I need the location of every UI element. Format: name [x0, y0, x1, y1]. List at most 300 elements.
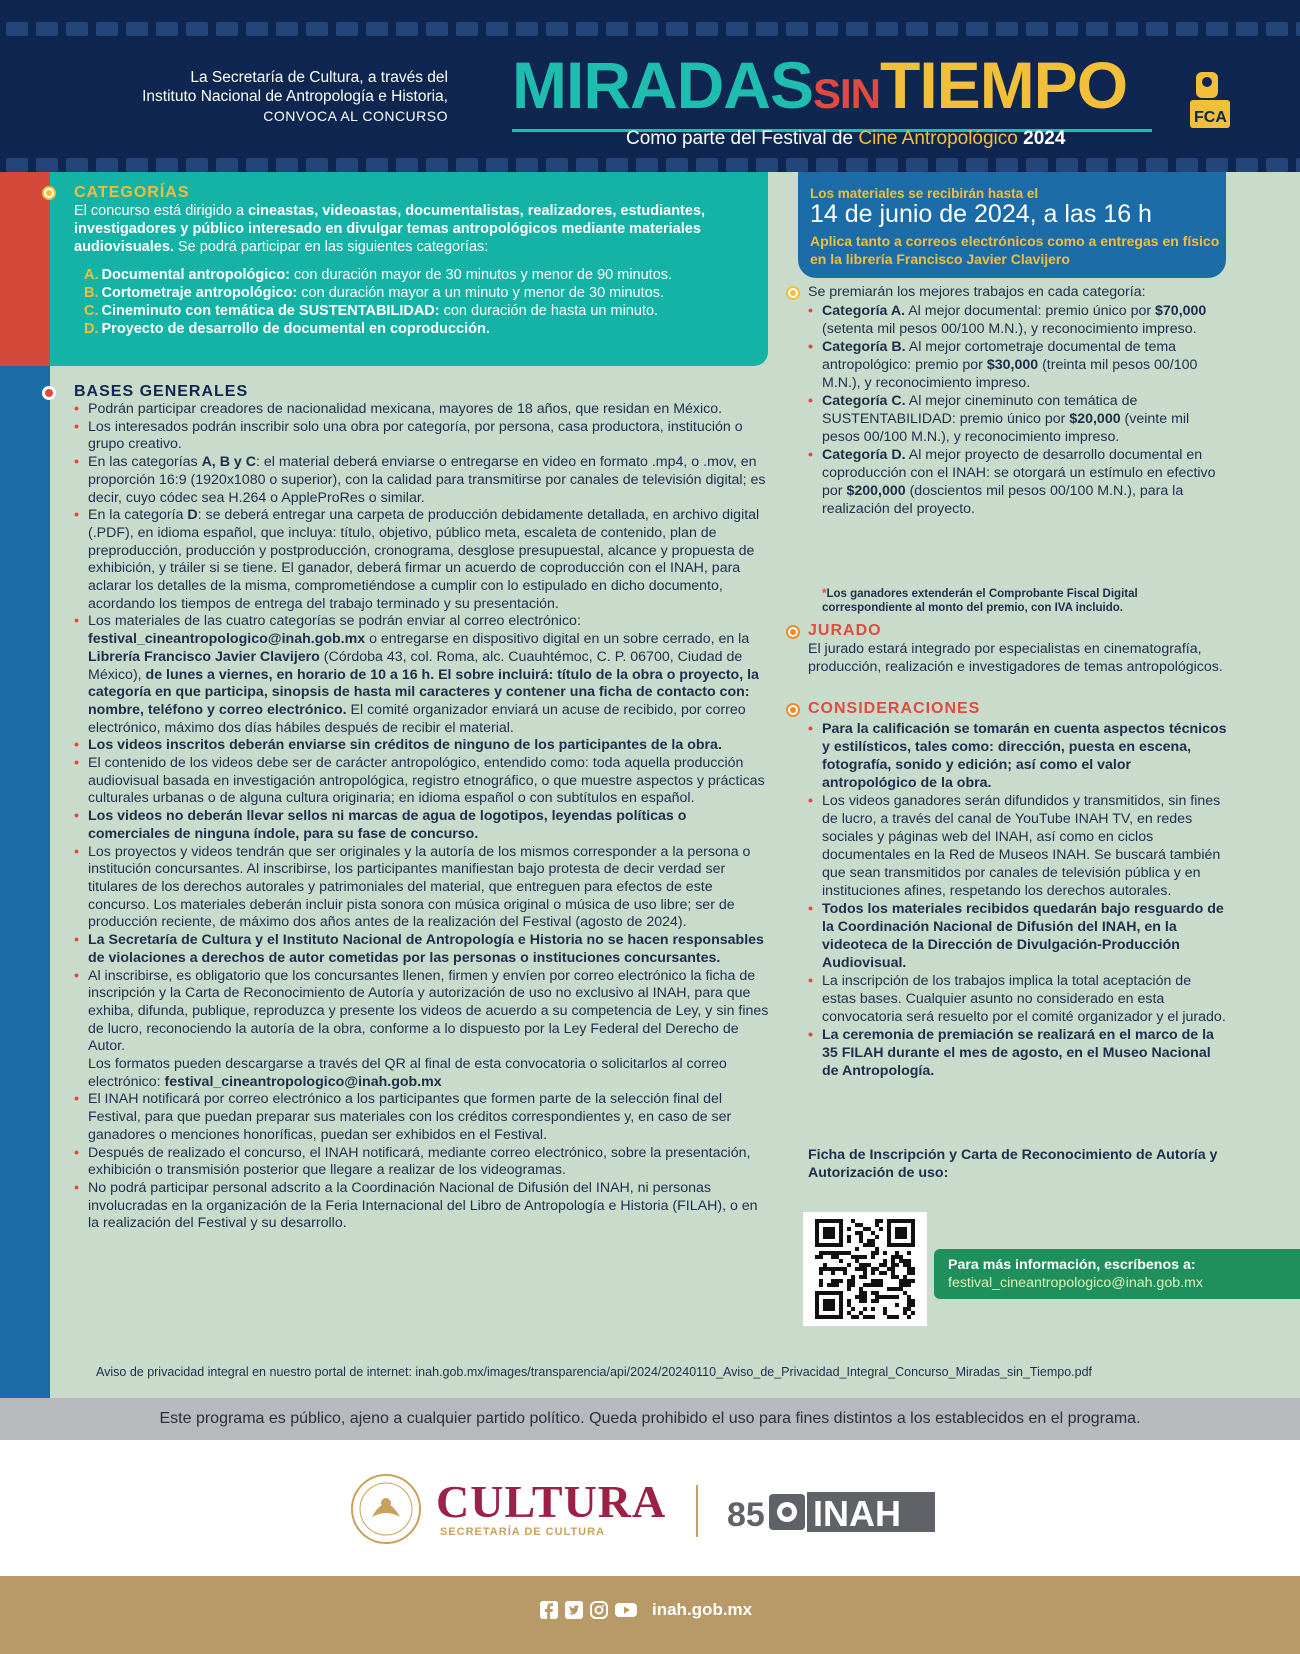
qr-module [851, 1283, 855, 1287]
qr-module [863, 1307, 867, 1311]
b4-bold: D [187, 507, 198, 524]
qr-module [859, 1223, 863, 1227]
award-item [808, 446, 1228, 518]
category-letter: C. [84, 303, 99, 319]
qr-module [883, 1307, 887, 1311]
qr-module [911, 1271, 915, 1275]
subtitle-highlight: Cine Antropológico [858, 128, 1018, 149]
qr-module [875, 1223, 879, 1227]
awards-note-text: Los ganadores extenderán el Comprobante Fiscal Digital correspondiente al monto del premio, con IVA incluido. [822, 588, 1138, 614]
categories-title: CATEGORÍAS [74, 184, 190, 201]
film-hole [1086, 158, 1108, 172]
org-line-1: La Secretaría de Cultura, a través del [190, 69, 448, 86]
twitter-icon[interactable] [565, 1601, 583, 1619]
qr-module [899, 1287, 903, 1291]
qr-module [907, 1259, 911, 1263]
qr-module [875, 1235, 879, 1239]
award-end: (veinte mil pesos 00/100 M.N.), y reconocimiento impreso. [822, 411, 1190, 445]
qr-module [903, 1311, 907, 1315]
qr-module [907, 1303, 911, 1307]
qr-module [875, 1283, 879, 1287]
qr-module [839, 1279, 843, 1283]
qr-module [907, 1267, 911, 1271]
qr-module [847, 1303, 851, 1307]
qr-module [891, 1263, 895, 1267]
qr-module [875, 1251, 879, 1255]
qr-module [855, 1315, 859, 1319]
qr-module [847, 1235, 851, 1239]
qr-module [827, 1267, 831, 1271]
award-amount: $20,000 [1069, 411, 1121, 427]
award-item [808, 302, 1228, 338]
qr-module [863, 1263, 867, 1267]
film-hole [1176, 158, 1198, 172]
forms-email-link[interactable]: festival_cineantropologico@inah.gob.mx [164, 1073, 442, 1090]
qr-module [879, 1283, 883, 1287]
b8-bold: Los videos no deberán llevar sellos ni marcas de agua de logotipos, leyendas políticas o comerciales de ninguna índole, para su fase de concurso. [88, 808, 687, 842]
registration-form-label: Ficha de Inscripción y Carta de Reconocimiento de Autoría y Autorización de uso: [808, 1147, 1218, 1181]
deadline-note: Aplica tanto a correos electrónicos como a entregas en físico en la librería Francisco Javier Clavijero [810, 233, 1220, 267]
subtitle-year: 2024 [1017, 128, 1066, 149]
qr-code-icon[interactable] [803, 1212, 927, 1326]
consideration-item [808, 900, 1228, 972]
award-text: Al mejor documental: premio único por [905, 303, 1156, 319]
disclaimer-band: Este programa es público, ajeno a cualquier partido político. Queda prohibido el uso para fines distintos a los establecidos en el programa. [0, 1398, 1300, 1440]
header-banner [0, 0, 1300, 172]
qr-module [875, 1291, 879, 1295]
website-link[interactable]: inah.gob.mx [652, 1600, 753, 1619]
qr-module [891, 1287, 895, 1291]
film-hole [726, 22, 748, 36]
film-hole [936, 22, 958, 36]
inah-logo-icon [727, 1488, 935, 1534]
qr-module [867, 1239, 871, 1243]
b4-pre: En la categoría [88, 507, 188, 524]
title-sin: SIN [813, 70, 881, 117]
b11b-pre: Los formatos pueden descargarse a través del QR al final de esta convocatoria o solicitarlos al correo electrónico: [88, 1056, 727, 1090]
film-hole [1296, 158, 1300, 172]
film-hole [456, 158, 478, 172]
film-hole [876, 22, 898, 36]
qr-module [823, 1267, 827, 1271]
film-hole [36, 158, 58, 172]
qr-module [899, 1283, 903, 1287]
film-hole [156, 158, 178, 172]
film-hole [126, 22, 148, 36]
qr-module [887, 1267, 891, 1271]
qr-module [835, 1283, 839, 1287]
svg-text:FCA: FCA [1194, 109, 1227, 126]
film-hole [306, 158, 328, 172]
qr-module [859, 1295, 863, 1299]
qr-module [895, 1303, 899, 1307]
bases-item: • Podrán participar creadores de nacionalidad mexicana, mayores de 18 años, que residan en México. [74, 401, 770, 419]
category-item [84, 320, 764, 338]
film-hole [1056, 158, 1078, 172]
film-hole [1266, 22, 1288, 36]
blue-side-strip [0, 366, 50, 1398]
qr-module [851, 1279, 855, 1283]
category-letter: A. [84, 267, 99, 283]
qr-module [903, 1279, 907, 1283]
qr-module [863, 1299, 867, 1303]
awards-list [808, 302, 1228, 518]
subtitle-pre: Como parte del Festival de [626, 128, 859, 149]
qr-module [907, 1283, 911, 1287]
qr-module [831, 1251, 835, 1255]
category-name: Documental antropológico: [101, 267, 290, 283]
film-hole [606, 158, 628, 172]
bases-item: • No podrá participar personal adscrito a la Coordinación Nacional de Difusión del INAH, ni personas involucradas en la organización de la Feria Internacional del Libro de Antropología e Historia (FILAH), o en la realización del Festival y su desarrollo. [74, 1180, 770, 1233]
qr-module [907, 1263, 911, 1267]
deadline-date: 14 de junio de 2024, a las 16 h [810, 200, 1152, 228]
qr-module [815, 1255, 819, 1259]
award-end: (doscientos mil pesos 00/100 M.N.), para la realización del proyecto. [822, 483, 1184, 517]
b3-bold: A, B y C [201, 454, 256, 471]
qr-module [827, 1283, 831, 1287]
consideration-item: • Los videos ganadores serán difundidos y transmitidos, sin fines de lucro, a través del canal de YouTube INAH TV, en redes sociales y páginas web del INAH, así como en ciclos documentales en la Red de Museos INAH. Se buscará también que sean transmitidos por canales de televisión pública y en instituciones afines, respetando los derechos autorales. [808, 792, 1228, 900]
qr-module [891, 1271, 895, 1275]
film-hole [396, 22, 418, 36]
awards-note [822, 587, 1222, 615]
film-hole [366, 22, 388, 36]
cultura-subtitle: SECRETARÍA DE CULTURA [440, 1526, 606, 1538]
qr-module [831, 1255, 835, 1259]
qr-module [903, 1263, 907, 1267]
qr-module [839, 1251, 843, 1255]
film-hole [336, 158, 358, 172]
film-hole [276, 158, 298, 172]
qr-module [843, 1251, 847, 1255]
categories-list [84, 266, 764, 338]
film-hole [36, 22, 58, 36]
award-amount: $30,000 [986, 357, 1039, 373]
award-text: Al mejor cineminuto con temática de SUSTENTABILIDAD: premio único por [822, 393, 1138, 427]
film-strip-top [0, 22, 1300, 36]
qr-module [859, 1263, 863, 1267]
qr-module [859, 1287, 863, 1291]
consideration-item [808, 1026, 1228, 1080]
festival-subtitle [626, 128, 1065, 150]
qr-finder [823, 1299, 835, 1311]
bases-item: • El contenido de los videos debe ser de carácter antropológico, entendido como: toda aquella producción audiovisual basada en investigación antropológica, registro etnográfico, o que muestre aspectos y prácticas culturales urbanas o de alguna cultura originaria; en idioma español o con subtítulos en español. [74, 755, 770, 808]
film-hole [636, 158, 658, 172]
qr-module [863, 1267, 867, 1271]
c1-bold: Para la calificación se tomarán en cuenta aspectos técnicos y estilísticos, tales como: dirección, puesta en escena, fotografía, sonido y edición; así como el valor antropológico de la obra. [822, 721, 1227, 791]
qr-module [895, 1275, 899, 1279]
qr-module [899, 1259, 903, 1263]
film-hole [996, 22, 1018, 36]
qr-module [835, 1267, 839, 1271]
bases-item: • Los proyectos y videos tendrán que ser originales y la autoría de los mismos corresponder a la persona o institución concursantes. Al inscribirse, los participantes manifiestan bajo protesta de decir verdad ser titulares de los derechos autorales y patrimoniales del material, que entreguen para efectos de este concurso. Los materiales deberán incluir pista sonora con música original o música de uso libre; ser de producción reciente, de máximo dos años antes de la realización del Festival (agosto de 2024). [74, 844, 770, 933]
award-category: Categoría D. [822, 447, 906, 463]
footer [0, 1576, 1300, 1654]
film-hole [996, 158, 1018, 172]
qr-module [895, 1315, 899, 1319]
logo-divider [696, 1485, 698, 1537]
film-hole [336, 22, 358, 36]
film-hole [396, 158, 418, 172]
b3-pre: En las categorías [88, 454, 202, 471]
instagram-icon[interactable] [590, 1601, 608, 1619]
qr-module [843, 1267, 847, 1271]
consideration-item: • La inscripción de los trabajos implica la total aceptación de estas bases. Cualquier asunto no considerado en esta convocatoria será resuelto por el comité organizador y el jurado. [808, 972, 1228, 1026]
film-hole [486, 22, 508, 36]
qr-module [879, 1219, 883, 1223]
c3-bold: Todos los materiales recibidos quedarán bajo resguardo de la Coordinación Nacional de Difusión del INAH, en la videoteca de la Dirección de Divulgación-Producción Audiovisual. [822, 901, 1224, 971]
qr-module [903, 1283, 907, 1287]
qr-module [851, 1255, 855, 1259]
b5-pre: Los materiales de las cuatro categorías se podrán enviar al correo electrónico: [88, 613, 581, 630]
categories-intro [74, 202, 764, 256]
qr-module [907, 1279, 911, 1283]
qr-module [871, 1291, 875, 1295]
film-hole [1026, 22, 1048, 36]
qr-module [875, 1247, 879, 1251]
qr-module [855, 1295, 859, 1299]
jury-title: JURADO [808, 622, 882, 639]
b5-address: (Córdoba 43, col. Roma, alc. Cuauhtémoc, C. P. 06700, Ciudad de México), [88, 648, 743, 683]
qr-module [895, 1251, 899, 1255]
b6-bold: Los videos inscritos deberán enviarse sin créditos de ninguno de los participantes de la obra. [88, 737, 722, 754]
qr-module [851, 1275, 855, 1279]
qr-module [911, 1299, 915, 1303]
qr-module [875, 1267, 879, 1271]
qr-module [871, 1307, 875, 1311]
qr-module [903, 1307, 907, 1311]
award-end: (treinta mil pesos 00/100 M.N.), y reconocimiento impreso. [822, 357, 1198, 391]
category-item [84, 284, 764, 302]
qr-module [871, 1283, 875, 1287]
qr-module [891, 1267, 895, 1271]
qr-module [859, 1235, 863, 1239]
qr-module [867, 1227, 871, 1231]
qr-module [887, 1295, 891, 1299]
film-hole [66, 158, 88, 172]
film-hole [696, 158, 718, 172]
bases-item [74, 613, 770, 737]
qr-module [859, 1239, 863, 1243]
qr-module [855, 1267, 859, 1271]
qr-module [819, 1251, 823, 1255]
qr-module [823, 1263, 827, 1267]
organizer-text [142, 68, 448, 126]
qr-module [871, 1315, 875, 1319]
category-letter: D. [84, 321, 99, 337]
film-hole [696, 22, 718, 36]
qr-module [883, 1271, 887, 1275]
contact-label: Para más información, escríbenos a: [948, 1257, 1196, 1273]
film-hole [576, 158, 598, 172]
qr-module [859, 1291, 863, 1295]
film-hole [1056, 22, 1078, 36]
org-line-2: Instituto Nacional de Antropología e Historia, [142, 88, 448, 105]
qr-module [855, 1231, 859, 1235]
considerations-bullet-icon [786, 703, 800, 717]
qr-module [907, 1315, 911, 1319]
film-hole [186, 158, 208, 172]
film-hole [246, 158, 268, 172]
privacy-notice[interactable]: Aviso de privacidad integral en nuestro portal de internet: inah.gob.mx/images/transparencia/api/2024/20240110_Aviso_de_Privacidad_Integral_Concurso_Miradas_sin_Tiempo.pdf [96, 1365, 1092, 1379]
bases-item: • Al inscribirse, es obligatorio que los concursantes llenen, firmen y envíen por correo electrónico la ficha de inscripción y la Carta de Reconocimiento de Autoría y autorización de uso no exclusivo al INAH, para que exhiba, difunda, publique, reproduzca y presente los videos de acuerdo a su competencia de Ley, y sin fines de lucro, reconociendo la autoría de la obra, conforme a lo dispuesto por la Ley Federal del Derecho de Autor. [74, 968, 770, 1057]
film-hole [216, 158, 238, 172]
film-hole [786, 158, 808, 172]
bases-item [74, 1056, 770, 1091]
bases-item: • Los interesados podrán inscribir solo una obra por categoría, por persona, casa productora, institución o grupo creativo. [74, 419, 770, 454]
bases-bullet-icon [42, 386, 56, 400]
bases-item: • Después de realizado el concurso, el INAH notificará, mediante correo electrónico, sobre la presentación, exhibición o transmisión posterior que llegare a realizar de los videogramas. [74, 1145, 770, 1180]
qr-module [871, 1299, 875, 1303]
film-hole [186, 22, 208, 36]
inah-years: 85 [727, 1496, 765, 1534]
b5-library: Librería Francisco Javier Clavijero [88, 648, 320, 665]
b5-end: El comité organizador enviará un acuse de recibido, por correo electrónico, máximo dos días hábiles después de recibir el material. [88, 701, 746, 736]
film-hole [546, 158, 568, 172]
qr-module [835, 1251, 839, 1255]
contest-title [512, 48, 1152, 132]
award-item [808, 338, 1228, 392]
film-hole [1176, 22, 1198, 36]
contact-info-box [934, 1249, 1300, 1299]
b5-mid: o entregarse en dispositivo digital en un sobre cerrado, en la [365, 631, 750, 648]
bases-title: BASES GENERALES [74, 383, 249, 400]
qr-module [835, 1255, 839, 1259]
qr-module [879, 1295, 883, 1299]
qr-module [899, 1255, 903, 1259]
film-hole [1116, 22, 1138, 36]
awards-bullet-icon [786, 286, 800, 300]
mexico-seal-icon [350, 1473, 422, 1545]
qr-module [871, 1267, 875, 1271]
qr-module [883, 1311, 887, 1315]
film-hole [756, 158, 778, 172]
qr-module [871, 1243, 875, 1247]
film-hole [156, 22, 178, 36]
qr-module [859, 1255, 863, 1259]
film-hole [906, 22, 928, 36]
contact-email-link[interactable]: festival_cineantropologico@inah.gob.mx [948, 1275, 1203, 1291]
logos-band [0, 1440, 1300, 1576]
title-miradas: MIRADAS [512, 48, 813, 122]
film-hole [126, 158, 148, 172]
film-hole [756, 22, 778, 36]
qr-module [863, 1315, 867, 1319]
film-hole [666, 22, 688, 36]
qr-module [859, 1275, 863, 1279]
bases-item [74, 932, 770, 967]
bases-item [74, 737, 770, 755]
film-hole [966, 158, 988, 172]
deadline-intro: Los materiales se recibirán hasta el [810, 186, 1039, 201]
category-desc: con duración mayor a un minuto y menor de 30 minutos. [297, 285, 664, 301]
bases-item [74, 507, 770, 613]
qr-module [883, 1251, 887, 1255]
qr-module [867, 1263, 871, 1267]
qr-module [879, 1263, 883, 1267]
intro-post: Se podrá participar en las siguientes categorías: [173, 239, 489, 255]
qr-module [907, 1251, 911, 1255]
jury-text: El jurado estará integrado por especialistas en cinematografía, producción, realización e investigadores de temas antropológicos. [808, 641, 1223, 675]
film-hole [426, 22, 448, 36]
qr-module [827, 1251, 831, 1255]
qr-module [911, 1311, 915, 1315]
intro-pre: El concurso está dirigido a [74, 203, 249, 219]
b4-post: : se deberá entregar una carpeta de producción debidamente detallada, en archivo digital (.PDF), en idioma español, que incluya: título, objetivo, público meta, escaleta de contenido, plan de preproducción, producción y postproducción, cronograma, desglose presupuestal, alcance y propuesta de exhibición, y tráiler si se tiene. El ganador, deberá firmar un acuerdo de coproducción con el INAH, para aclarar los detalles de la misma, comprometiéndose a cumplir con lo estipulado en dicho documento, acordando los tiempos de entrega del trabajo terminado y su presentación. [88, 507, 760, 612]
award-amount: $200,000 [846, 483, 906, 499]
title-tiempo: TIEMPO [880, 48, 1128, 122]
film-hole [546, 22, 568, 36]
qr-module [847, 1227, 851, 1231]
film-hole [1266, 158, 1288, 172]
qr-module [871, 1239, 875, 1243]
intro-bold: cineastas, videoastas, documentalistas, realizadores, estudiantes, investigadores y público interesado en divulgar temas antropológicos mediante materiales audiovisuales. [74, 203, 706, 255]
youtube-icon[interactable] [615, 1601, 637, 1619]
bases-item [74, 454, 770, 507]
facebook-icon[interactable] [540, 1601, 558, 1619]
qr-module [887, 1315, 891, 1319]
qr-module [847, 1311, 851, 1315]
award-text: Al mejor cortometraje documental de tema antropológico: premio por [822, 339, 1177, 373]
qr-module [859, 1299, 863, 1303]
qr-module [891, 1315, 895, 1319]
org-line-3: CONVOCA AL CONCURSO [263, 108, 448, 124]
category-name: Cineminuto con temática de SUSTENTABILIDAD: [101, 303, 440, 319]
qr-module [855, 1247, 859, 1251]
film-hole [1026, 158, 1048, 172]
cultura-logo: CULTURA [436, 1476, 667, 1527]
qr-module [907, 1295, 911, 1299]
film-hole [516, 22, 538, 36]
qr-module [859, 1311, 863, 1315]
award-category: Categoría A. [822, 303, 906, 319]
inah-wordmark: INAH [813, 1493, 901, 1534]
qr-module [895, 1287, 899, 1291]
qr-module [867, 1315, 871, 1319]
film-hole [966, 22, 988, 36]
film-hole [1236, 158, 1258, 172]
qr-module [871, 1251, 875, 1255]
film-hole [846, 158, 868, 172]
qr-module [847, 1251, 851, 1255]
qr-module [863, 1295, 867, 1299]
qr-module [819, 1267, 823, 1271]
category-item [84, 302, 764, 320]
considerations-title: CONSIDERACIONES [808, 700, 981, 717]
contest-email-link[interactable]: festival_cineantropologico@inah.gob.mx [88, 631, 366, 648]
qr-module [911, 1267, 915, 1271]
film-hole [6, 158, 28, 172]
bases-item [74, 808, 770, 843]
film-hole [486, 158, 508, 172]
qr-module [843, 1271, 847, 1275]
film-hole [816, 22, 838, 36]
film-hole [426, 158, 448, 172]
qr-module [835, 1279, 839, 1283]
qr-module [895, 1295, 899, 1299]
film-hole [216, 22, 238, 36]
qr-module [883, 1295, 887, 1299]
qr-module [871, 1231, 875, 1235]
considerations-list [808, 720, 1228, 1080]
qr-module [859, 1267, 863, 1271]
award-category: Categoría B. [822, 339, 906, 355]
qr-module [907, 1271, 911, 1275]
qr-module [863, 1283, 867, 1287]
qr-module [859, 1231, 863, 1235]
qr-module [819, 1271, 823, 1275]
film-hole [1146, 158, 1168, 172]
asterisk: * [822, 588, 827, 600]
